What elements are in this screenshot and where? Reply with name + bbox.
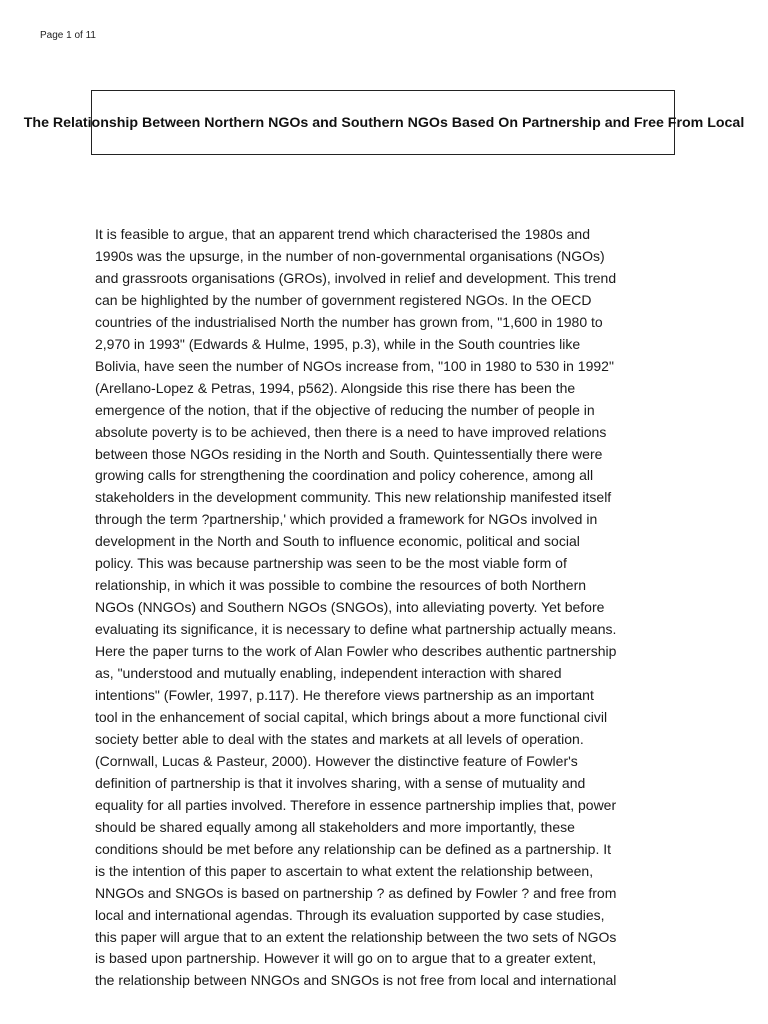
body-line: Here the paper turns to the work of Alan Fowler who describes authentic partnership: [95, 643, 617, 660]
body-line: local and international agendas. Through its evaluation supported by case studies,: [95, 906, 605, 923]
body-line: this paper will argue that to an extent the relationship between the two sets of NGOs: [95, 928, 617, 945]
body-line: as, "understood and mutually enabling, independent interaction with shared: [95, 665, 562, 682]
body-line: countries of the industrialised North the number has grown from, "1,600 in 1980 to: [95, 313, 603, 330]
body-line: is based upon partnership. However it will go on to argue that to a greater extent,: [95, 950, 597, 967]
body-line: absolute poverty is to be achieved, then there is a need to have improved relations: [95, 423, 607, 440]
body-line: relationship, in which it was possible to combine the resources of both Northern: [95, 577, 587, 594]
body-line: (Arellano-Lopez & Petras, 1994, p562). Alongside this rise there has been the: [95, 379, 576, 396]
body-line: society better able to deal with the states and markets at all levels of operation.: [95, 730, 584, 747]
body-line: NGOs (NNGOs) and Southern NGOs (SNGOs), into alleviating poverty. Yet before: [95, 599, 605, 616]
body-line: and grassroots organisations (GROs), involved in relief and development. This trend: [95, 269, 617, 286]
body-line: development in the North and South to influence economic, political and social: [95, 533, 580, 550]
body-line: tool in the enhancement of social capital, which brings about a more functional civil: [95, 708, 608, 725]
body-line: through the term ?partnership,' which provided a framework for NGOs involved in: [95, 511, 598, 528]
body-line: definition of partnership is that it involves sharing, with a sense of mutuality and: [95, 774, 586, 791]
page-number: Page 1 of 11: [40, 30, 96, 41]
body-line: should be shared equally among all stakeholders and more importantly, these: [95, 818, 575, 835]
body-line: is the intention of this paper to ascertain to what extent the relationship between,: [95, 862, 594, 879]
body-line: NNGOs and SNGOs is based on partnership ? as defined by Fowler ? and free from: [95, 884, 617, 901]
body-line: evaluating its significance, it is necessary to define what partnership actually means.: [95, 621, 617, 638]
body-line: conditions should be met before any relationship can be defined as a partnership. It: [95, 840, 611, 857]
body-line: stakeholders in the development community. This new relationship manifested itself: [95, 489, 612, 506]
body-paragraph: [95, 224, 677, 992]
body-line: the relationship between NNGOs and SNGOs is not free from local and international: [95, 972, 617, 989]
body-line: 2,970 in 1993" (Edwards & Hulme, 1995, p.3), while in the South countries like: [95, 335, 581, 352]
document-title: The Relationship Between Northern NGOs and Southern NGOs Based On Partnership and Free From Local: [23, 115, 745, 131]
body-line: 1990s was the upsurge, in the number of non-governmental organisations (NGOs): [95, 247, 605, 264]
body-line: (Cornwall, Lucas & Pasteur, 2000). However the distinctive feature of Fowler's: [95, 752, 578, 769]
body-line: intentions" (Fowler, 1997, p.117). He therefore views partnership as an important: [95, 687, 594, 704]
body-line: can be highlighted by the number of government registered NGOs. In the OECD: [95, 291, 592, 308]
body-line: growing calls for strengthening the coordination and policy coherence, among all: [95, 467, 594, 484]
body-line: emergence of the notion, that if the objective of reducing the number of people in: [95, 401, 595, 418]
body-line: equality for all parties involved. Therefore in essence partnership implies that, power: [95, 796, 617, 813]
body-line: policy. This was because partnership was seen to be the most viable form of: [95, 555, 567, 572]
body-line: Bolivia, have seen the number of NGOs increase from, "100 in 1980 to 530 in 1992": [95, 357, 614, 374]
body-line: It is feasible to argue, that an apparent trend which characterised the 1980s and: [95, 226, 590, 242]
body-line: between those NGOs residing in the North and South. Quintessentially there were: [95, 445, 603, 462]
